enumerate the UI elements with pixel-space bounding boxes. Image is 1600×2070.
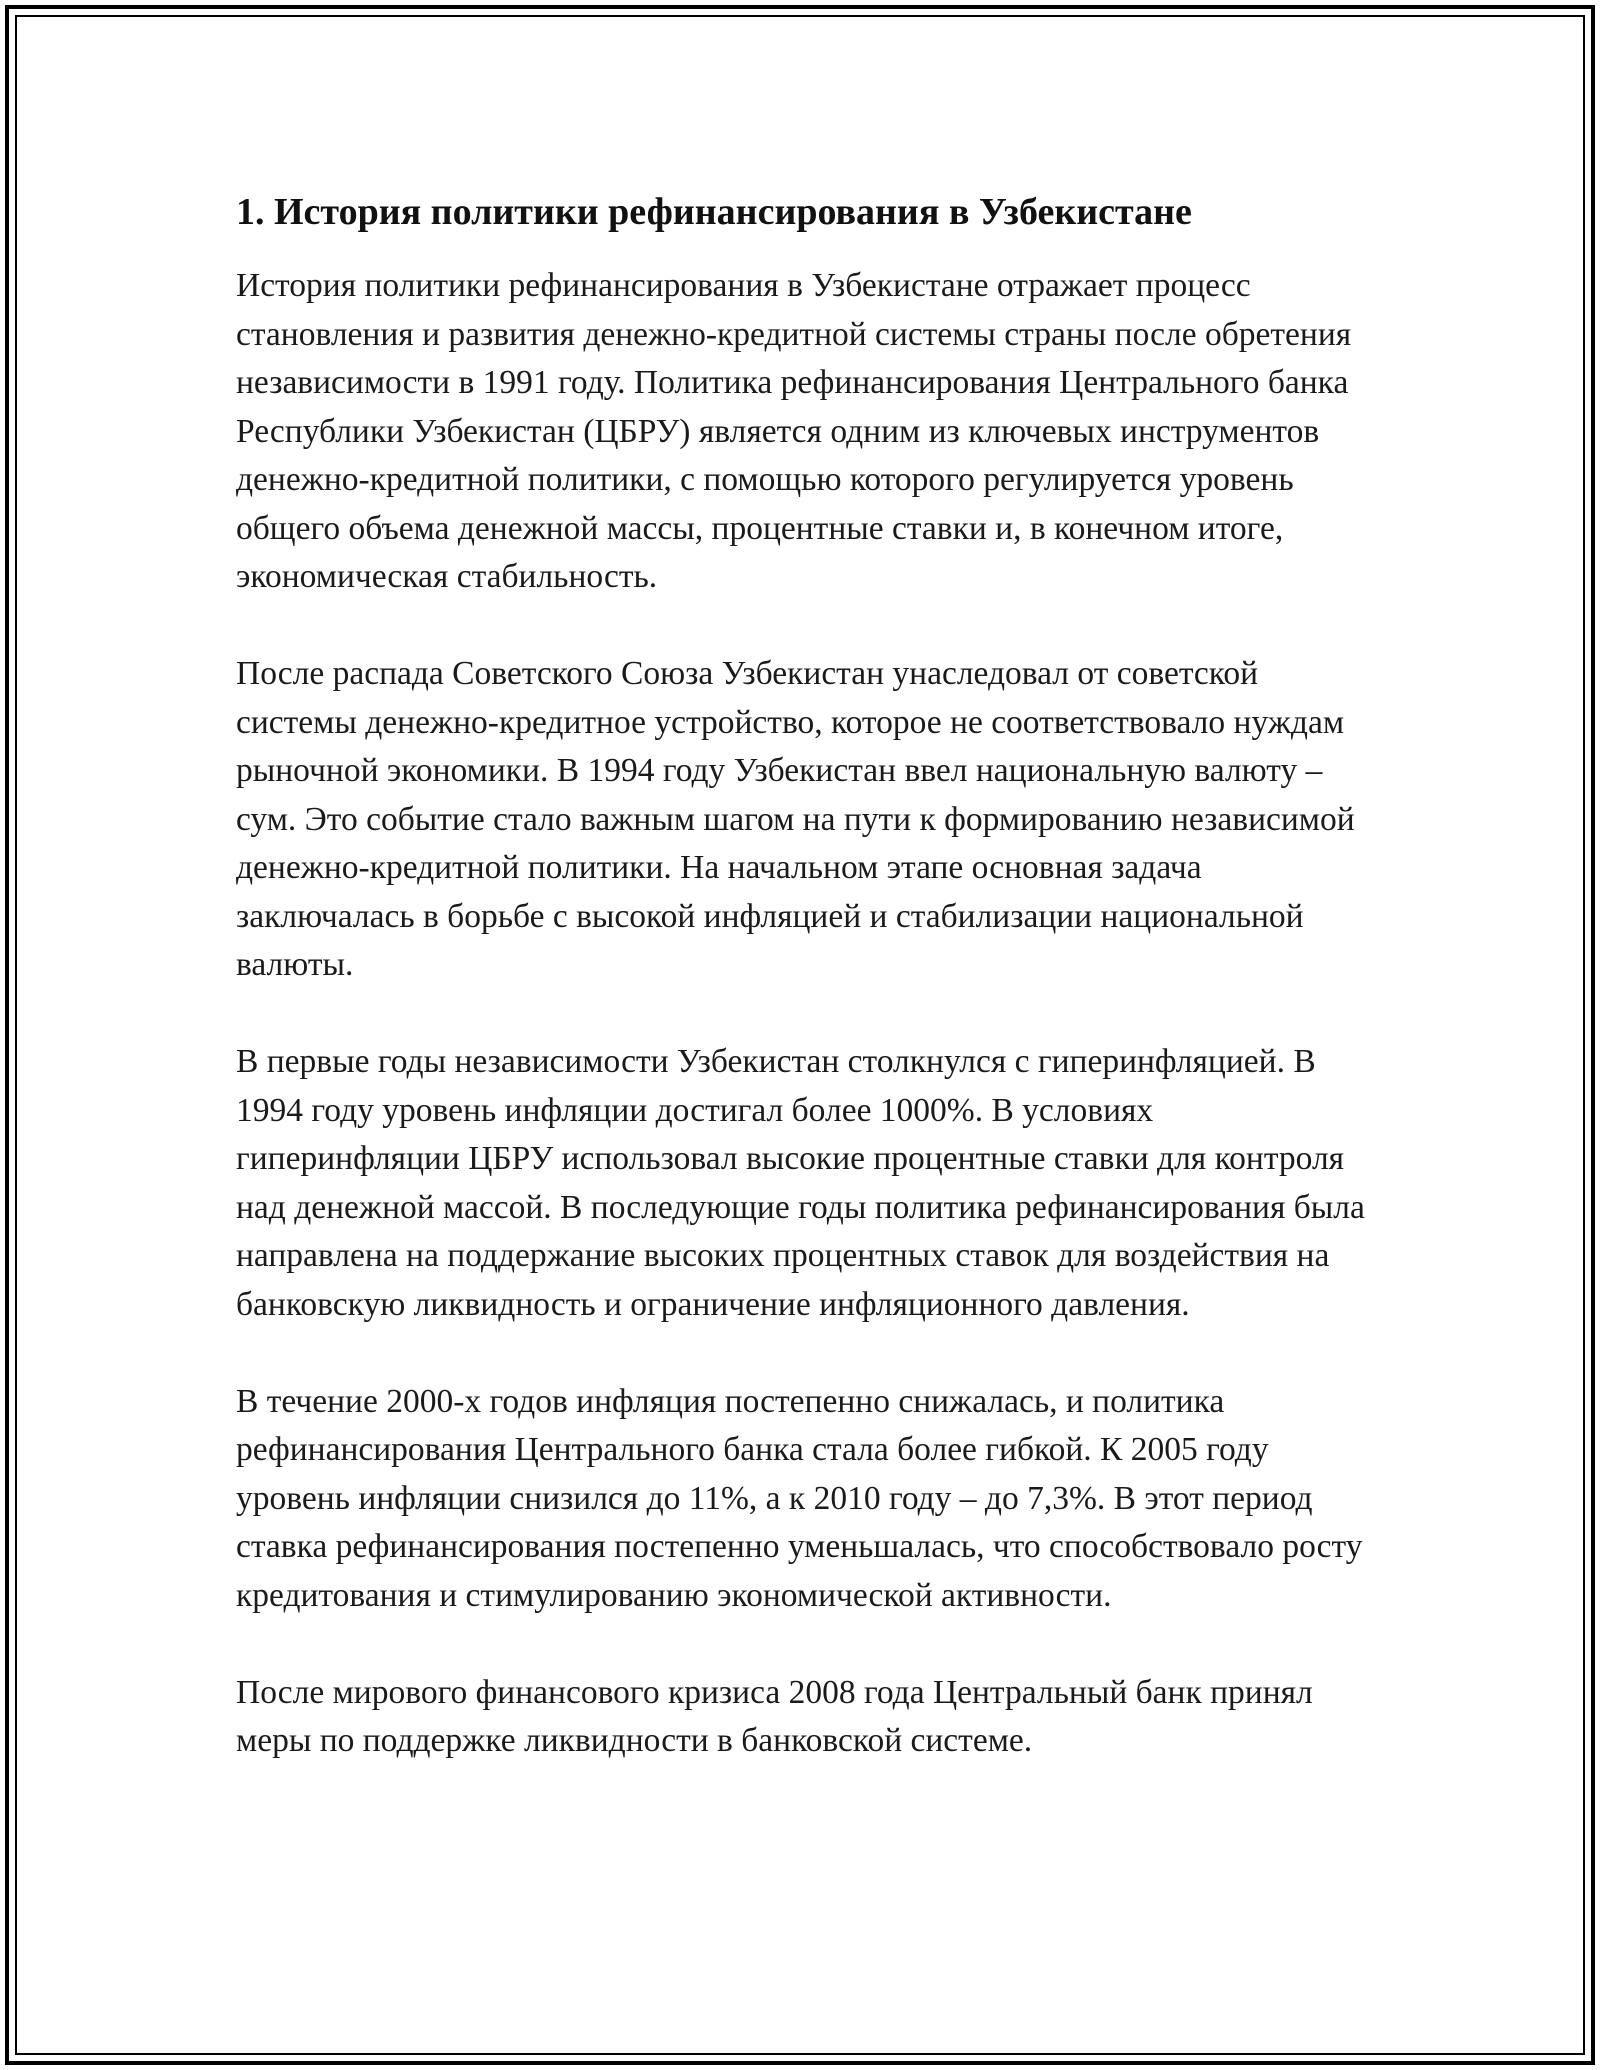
- paragraph-2: После распада Советского Союза Узбекистан унаследовал от советской системы денежно-кредитное устройство, которое не соответствовало нуждам рыночной экономики. В 1994 году Узбекистан ввел национальную валюту – сум. Это событие стало важным шагом на пути к формированию независимой денежно-кредитной политики. На начальном этапе основная задача заключалась в борьбе с высокой инфляцией и стабилизации национальной валюты.: [236, 655, 1355, 983]
- section-heading: 1. История политики рефинансирования в Узбекистане: [236, 191, 1192, 233]
- paragraph-1: История политики рефинансирования в Узбекистане отражает процесс становления и развития денежно-кредитной системы страны после обретения независимости в 1991 году. Политика рефинансирования Центрального банка Республики Узбекистан (ЦБРУ) является одним из ключевых инструментов денежно-кредитной политики, с помощью которого регулируется уровень общего объема денежной массы, процентные ставки и, в конечном итоге, экономическая стабильность.: [236, 267, 1352, 595]
- paragraph-3: В первые годы независимости Узбекистан столкнулся с гиперинфляцией. В 1994 году уровень инфляции достигал более 1000%. В условиях гиперинфляции ЦБРУ использовал высокие процентные ставки для контроля над денежной массой. В последующие годы политика рефинансирования была направлена на поддержание высоких процентных ставок для воздействия на банковскую ликвидность и ограничение инфляционного давления.: [236, 1043, 1365, 1323]
- paragraph-5: После мирового финансового кризиса 2008 года Центральный банк принял меры по поддержке ликвидности в банковской системе.: [236, 1673, 1313, 1759]
- document-body: [236, 188, 1376, 1766]
- paragraph-4: В течение 2000-х годов инфляция постепенно снижалась, и политика рефинансирования Центрального банка стала более гибкой. К 2005 году уровень инфляции снизился до 11%, а к 2010 году – до 7,3%. В этот период ставка рефинансирования постепенно уменьшалась, что способствовало росту кредитования и стимулированию экономической активности.: [236, 1382, 1363, 1614]
